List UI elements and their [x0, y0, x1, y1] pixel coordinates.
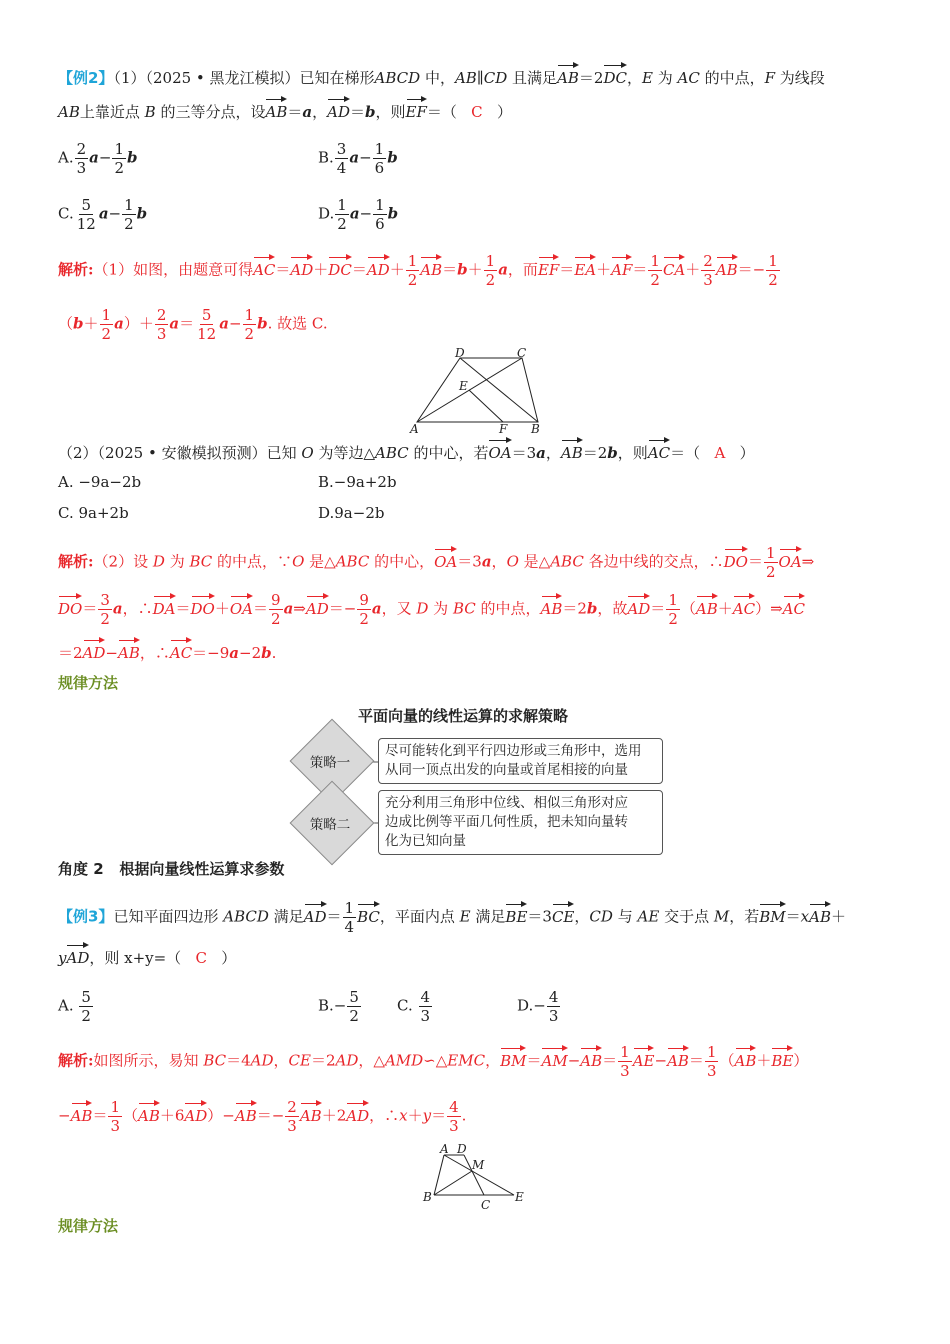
- option-a: A. $\frac{2}{3}$ a− $\frac{1}{2}$ b: [58, 140, 138, 177]
- trapezoid-figure: [405, 348, 550, 434]
- strategy-title: 平面向量的线性运算的求解策略: [358, 707, 569, 725]
- option-c: C. $\frac{5}{12}$ a− $\frac{1}{2}$ b: [58, 196, 148, 233]
- label-b2: B: [423, 1190, 432, 1204]
- option-3c: C. $\frac{4}{3}$: [397, 988, 431, 1025]
- angle-2-heading: 角度 2 根据向量线性运算求参数: [58, 860, 285, 878]
- label-b: B: [531, 422, 540, 434]
- ex2-solution-2a: 解析:（2）设 D 为 BC 的中点，∵O 是△ABC 的中心，OA＝3a，O 是△ABC 各边中线的交点，∴DO＝ $\frac{1}{2}$ OA⇒: [58, 544, 815, 581]
- label-e: E: [459, 379, 468, 393]
- label-f: F: [499, 422, 508, 434]
- label-e2: E: [515, 1190, 524, 1204]
- option-3b: B.− $\frac{5}{2}$: [318, 988, 359, 1025]
- rule-method-heading-1: 规律方法: [58, 674, 119, 692]
- rule-method-heading-2: 规律方法: [58, 1217, 119, 1235]
- answer-1: C: [471, 103, 483, 121]
- strategy-2-box: 充分利用三角形中位线、相似三角形对应 边成比例等平面几何性质，把未知向量转 化为已知向量: [378, 790, 663, 855]
- label-m: M: [472, 1158, 485, 1172]
- option-2d: D.9a−2b: [318, 504, 385, 522]
- strategy-1-label: 策略一: [309, 755, 351, 771]
- ex2-question-line1: 【例2】（1）（2025 • 黑龙江模拟）已知在梯形ABCD 中，AB∥CD 且满足AB＝2DC，E 为 AC 的中点，F 为线段: [58, 62, 825, 90]
- answer-2: A: [714, 444, 726, 462]
- ex3-solution-a: 解析:如图所示，易知 BC＝4AD，CE＝2AD，△AMD∽△EMC，BM＝AM−AB＝ $\frac{1}{3}$ AE−AB＝ $\frac{1}{3}$ （AB＋BE）: [58, 1043, 809, 1080]
- ex3-question-line1: 【例3】已知平面四边形 ABCD 满足AD＝ $\frac{1}{4}$ BC，平面内点 E 满足BE＝3CE，CD 与 AE 交于点 M，若BM＝xAB＋: [58, 899, 846, 936]
- option-2b: B.−9a+2b: [318, 473, 397, 491]
- label-d: D: [455, 348, 465, 360]
- label-c2: C: [481, 1198, 491, 1212]
- label-c: C: [517, 348, 527, 360]
- ex3-solution-b: −AB＝ $\frac{1}{3}$ （AB＋6AD）−AB＝− $\frac{2}{3}$ AB＋2AD，∴x＋y＝ $\frac{4}{3}$ .: [58, 1098, 467, 1135]
- ex2-solution-1a: 解析:（1）如图，由题意可得AC＝AD＋DC＝AD＋ $\frac{1}{2}$ AB＝b＋ $\frac{1}{2}$ a，而EF＝EA＋AF＝ $\frac{1}{2}$ CA＋ $\frac{2}{3}$ AB＝− $\frac{1}{2}$: [58, 252, 778, 289]
- ex3-question-line2: yAD，则 x+y=（ C ）: [58, 942, 236, 970]
- ex2-solution-1b: （b＋ $\frac{1}{2}$ a）＋ $\frac{2}{3}$ a＝ $\frac{5}{12}$ a− $\frac{1}{2}$ b. 故选 C.: [58, 306, 328, 343]
- option-2a: A. −9a−2b: [58, 473, 142, 491]
- option-b: B. $\frac{3}{4}$ a− $\frac{1}{6}$ b: [318, 140, 398, 177]
- ex2-question-line2: AB上靠近点 B 的三等分点，设AB＝a，AD＝b，则EF＝（ C ）: [58, 96, 512, 124]
- example-3-tag: 【例3】: [58, 907, 114, 926]
- option-2c: C. 9a+2b: [58, 504, 129, 522]
- ex2-question-2: （2）（2025 • 安徽模拟预测）已知 O 为等边△ABC 的中心，若OA＝3a，AB＝2b，则AC＝（ A ）: [58, 437, 755, 465]
- option-3a: A. $\frac{5}{2}$: [58, 988, 91, 1025]
- label-a2: A: [440, 1142, 449, 1156]
- example-2-tag: 【例2】: [58, 69, 114, 87]
- option-3d: D.− $\frac{4}{3}$: [517, 988, 559, 1025]
- quadrilateral-figure: [420, 1140, 530, 1214]
- strategy-2-label: 策略二: [309, 817, 351, 833]
- option-d: D. $\frac{1}{2}$ a− $\frac{1}{6}$ b: [318, 196, 399, 233]
- label-d2: D: [457, 1142, 467, 1156]
- strategy-1-box: 尽可能转化到平行四边形或三角形中，选用 从同一顶点出发的向量或首尾相接的向量: [378, 738, 663, 784]
- label-a: A: [410, 422, 419, 434]
- answer-3: C: [195, 949, 207, 967]
- ex2-solution-2b: DO＝ $\frac{3}{2}$ a，∴DA＝DO＋OA＝ $\frac{9}{2}$ a⇒AD＝− $\frac{9}{2}$ a，又 D 为 BC 的中点，AB＝2b，故AD＝ $\frac{1}{2}$ （AB＋AC）⇒AC: [58, 591, 805, 628]
- ex2-solution-2c: ＝2AD−AB，∴AC＝−9a−2b.: [58, 637, 276, 665]
